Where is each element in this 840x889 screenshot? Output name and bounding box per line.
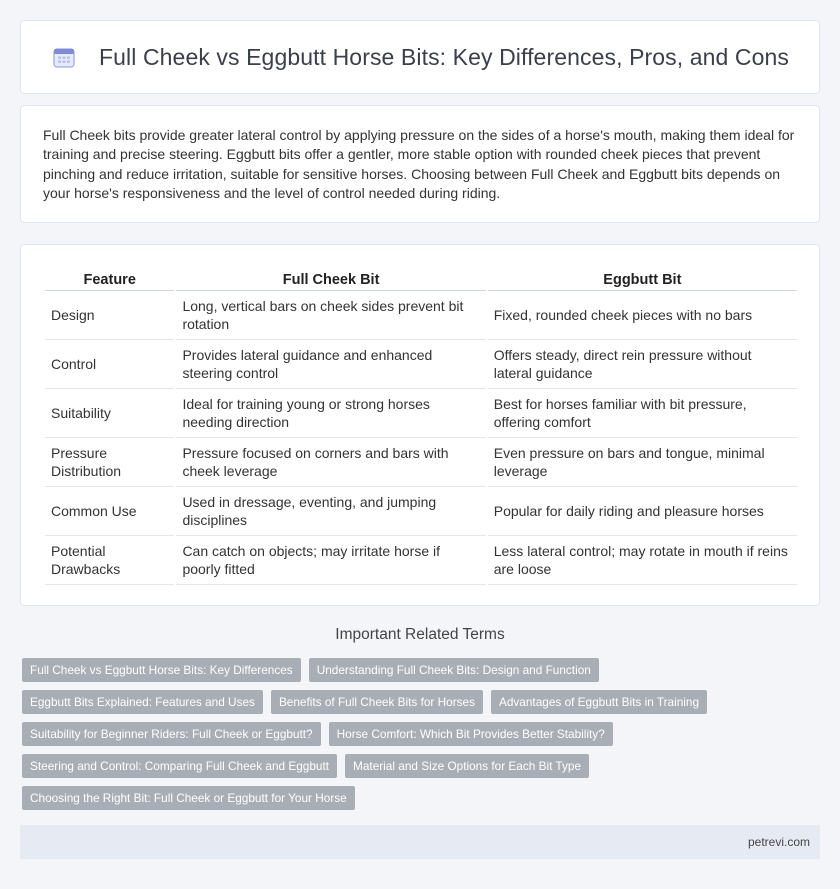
full-cheek-cell: Pressure focused on corners and bars with cheek leverage (176, 438, 485, 487)
related-term-tag[interactable]: Steering and Control: Comparing Full Cheek and Eggbutt (22, 754, 337, 778)
related-term-tag[interactable]: Suitability for Beginner Riders: Full Cheek or Eggbutt? (22, 722, 321, 746)
full-cheek-cell: Ideal for training young or strong horses needing direction (176, 389, 485, 438)
feature-cell: Control (45, 340, 174, 389)
full-cheek-cell: Used in dressage, eventing, and jumping disciplines (176, 487, 485, 536)
related-term-tag[interactable]: Material and Size Options for Each Bit Type (345, 754, 589, 778)
footer-site-link[interactable]: petrevi.com (747, 835, 810, 849)
related-term-tag[interactable]: Horse Comfort: Which Bit Provides Better Stability? (329, 722, 613, 746)
feature-cell: Pressure Distribution (45, 438, 174, 487)
column-header-full-cheek: Full Cheek Bit (176, 265, 485, 291)
feature-cell: Design (45, 291, 174, 340)
related-term-tag[interactable]: Benefits of Full Cheek Bits for Horses (271, 690, 483, 714)
intro-text: Full Cheek bits provide greater lateral control by applying pressure on the sides of a horse's mouth, making them ideal for training and precise steering. Eggbutt bits offer a gentler, more stable option with rounded cheek pieces that prevent pinching and reduce irritation, suitable for sensitive horses. Choosing between Full Cheek and Eggbutt bits depends on your horse's responsiveness and the level of control needed during riding. (43, 127, 795, 202)
related-term-tag[interactable]: Choosing the Right Bit: Full Cheek or Eggbutt for Your Horse (22, 786, 355, 810)
feature-cell: Suitability (45, 389, 174, 438)
related-term-tag[interactable]: Understanding Full Cheek Bits: Design and Function (309, 658, 599, 682)
full-cheek-cell: Can catch on objects; may irritate horse if poorly fitted (176, 536, 485, 585)
eggbutt-cell: Popular for daily riding and pleasure horses (488, 487, 797, 536)
tag-row (22, 786, 818, 810)
table-row (45, 438, 797, 487)
related-term-tag[interactable]: Full Cheek vs Eggbutt Horse Bits: Key Differences (22, 658, 301, 682)
column-header-eggbutt: Eggbutt Bit (488, 265, 797, 291)
full-cheek-cell: Long, vertical bars on cheek sides prevent bit rotation (176, 291, 485, 340)
feature-cell: Potential Drawbacks (45, 536, 174, 585)
related-term-tag[interactable]: Advantages of Eggbutt Bits in Training (491, 690, 707, 714)
table-row (45, 536, 797, 585)
eggbutt-cell: Less lateral control; may rotate in mouth if reins are loose (488, 536, 797, 585)
tag-row (22, 658, 818, 682)
related-terms-list (22, 658, 818, 818)
tag-row (22, 690, 818, 714)
related-term-tag[interactable]: Eggbutt Bits Explained: Features and Uses (22, 690, 263, 714)
table-row (45, 340, 797, 389)
table-header-row (45, 265, 797, 291)
tag-row (22, 722, 818, 746)
eggbutt-cell: Offers steady, direct rein pressure without lateral guidance (488, 340, 797, 389)
table-row (45, 291, 797, 340)
column-header-feature: Feature (45, 265, 174, 291)
related-terms-title: Important Related Terms (335, 626, 505, 643)
page-header (20, 20, 820, 94)
eggbutt-cell: Best for horses familiar with bit pressure, offering comfort (488, 389, 797, 438)
full-cheek-cell: Provides lateral guidance and enhanced steering control (176, 340, 485, 389)
eggbutt-cell: Even pressure on bars and tongue, minimal leverage (488, 438, 797, 487)
page-title: Full Cheek vs Eggbutt Horse Bits: Key Differences, Pros, and Cons (99, 43, 789, 70)
comparison-section (20, 244, 820, 606)
intro-section (20, 105, 820, 223)
eggbutt-cell: Fixed, rounded cheek pieces with no bars (488, 291, 797, 340)
tag-row (22, 754, 818, 778)
calendar-icon (51, 44, 77, 70)
table-row (45, 487, 797, 536)
feature-cell: Common Use (45, 487, 174, 536)
table-row (45, 389, 797, 438)
comparison-table (43, 265, 799, 585)
footer (20, 825, 820, 859)
